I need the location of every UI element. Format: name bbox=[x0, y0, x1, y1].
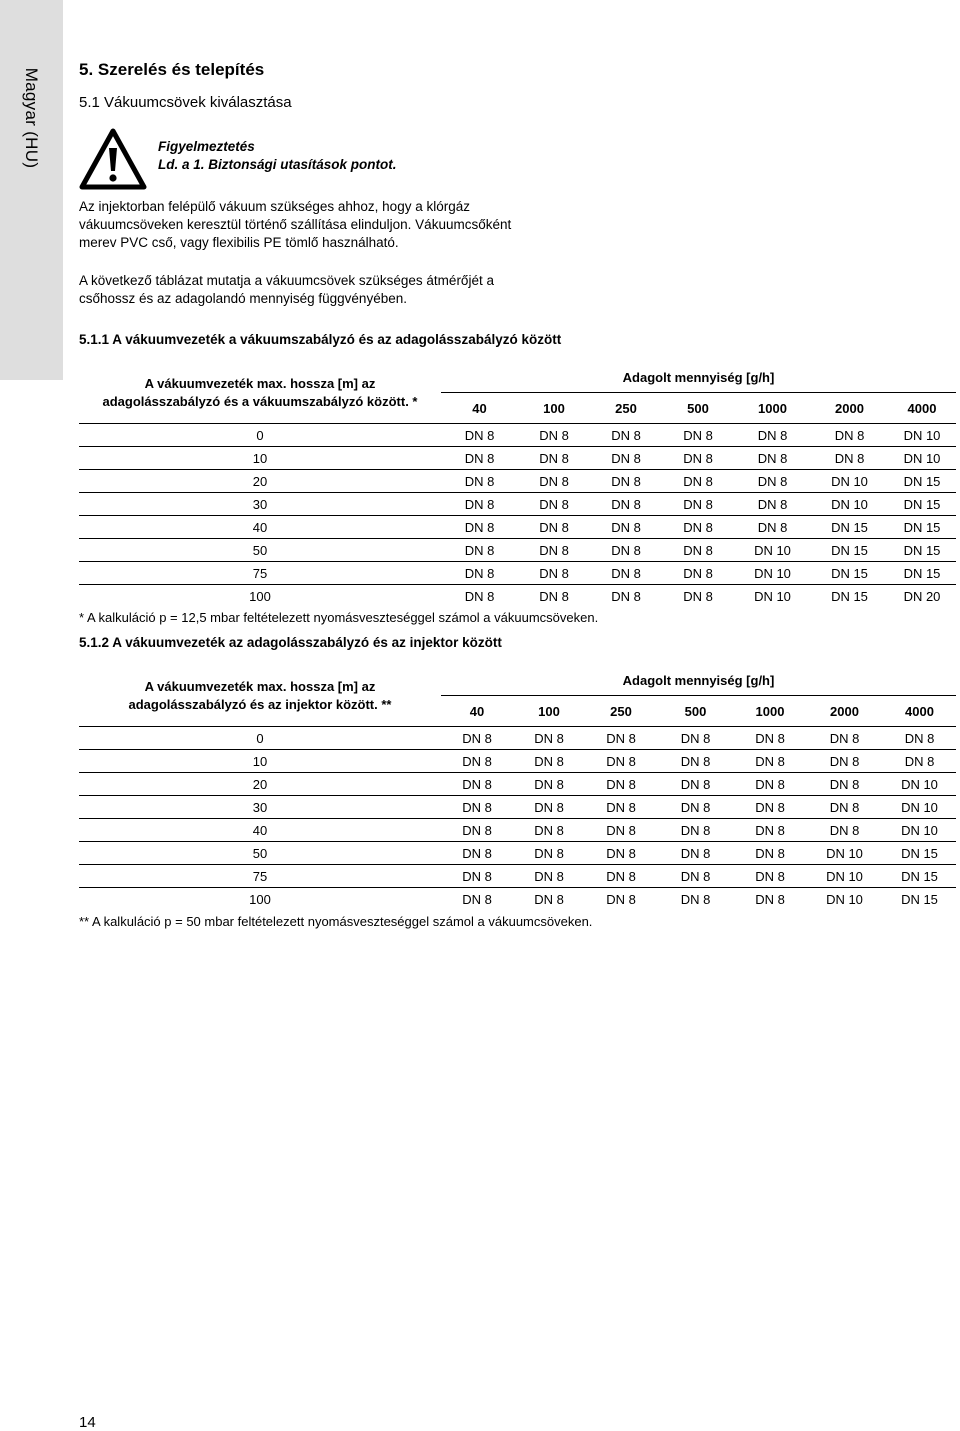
table-row bbox=[79, 447, 956, 470]
table-row bbox=[79, 727, 956, 750]
dose-column-header: 250 bbox=[590, 393, 662, 424]
diameter-cell: DN 8 bbox=[734, 727, 806, 750]
diameter-cell: DN 8 bbox=[657, 819, 734, 842]
chapter-heading: 5. Szerelés és telepítés bbox=[79, 60, 265, 79]
diameter-cell: DN 8 bbox=[590, 447, 662, 470]
diameter-cell: DN 8 bbox=[662, 516, 734, 539]
dose-column-header: 250 bbox=[585, 696, 657, 727]
diameter-cell: DN 8 bbox=[585, 773, 657, 796]
length-cell: 20 bbox=[79, 470, 441, 493]
dose-header: Adagolt mennyiség [g/h] bbox=[441, 665, 956, 696]
diameter-cell: DN 8 bbox=[585, 796, 657, 819]
diameter-cell: DN 10 bbox=[734, 585, 811, 608]
diameter-cell: DN 8 bbox=[441, 516, 518, 539]
length-cell: 40 bbox=[79, 819, 441, 842]
diameter-cell: DN 15 bbox=[888, 516, 956, 539]
dose-column-header: 500 bbox=[662, 393, 734, 424]
diameter-cell: DN 8 bbox=[657, 750, 734, 773]
table-row bbox=[79, 516, 956, 539]
diameter-cell: DN 8 bbox=[513, 773, 585, 796]
diameter-cell: DN 8 bbox=[441, 585, 518, 608]
diameter-cell: DN 8 bbox=[734, 516, 811, 539]
diameter-cell: DN 8 bbox=[590, 493, 662, 516]
diameter-cell: DN 15 bbox=[888, 470, 956, 493]
diameter-cell: DN 8 bbox=[441, 539, 518, 562]
dose-column-header: 2000 bbox=[806, 696, 883, 727]
length-cell: 0 bbox=[79, 424, 441, 447]
diameter-cell: DN 8 bbox=[518, 447, 590, 470]
table-intro-paragraph: A következő táblázat mutatja a vákuumcsövek szükséges átmérőjét a csőhossz és az adagolandó mennyiség függvényében. bbox=[79, 273, 494, 306]
table-row bbox=[79, 585, 956, 608]
diameter-cell: DN 15 bbox=[888, 539, 956, 562]
diameter-cell: DN 8 bbox=[441, 562, 518, 585]
diameter-cell: DN 8 bbox=[734, 888, 806, 911]
diameter-cell: DN 10 bbox=[883, 819, 956, 842]
length-cell: 100 bbox=[79, 888, 441, 911]
warning-box bbox=[79, 128, 679, 192]
diameter-cell: DN 8 bbox=[585, 819, 657, 842]
diameter-cell: DN 8 bbox=[734, 447, 811, 470]
diameter-cell: DN 8 bbox=[734, 796, 806, 819]
diameter-cell: DN 8 bbox=[590, 424, 662, 447]
diameter-cell: DN 8 bbox=[657, 796, 734, 819]
diameter-cell: DN 10 bbox=[806, 842, 883, 865]
diameter-cell: DN 10 bbox=[734, 562, 811, 585]
length-cell: 10 bbox=[79, 750, 441, 773]
table-row bbox=[79, 888, 956, 911]
warning-title: Figyelmeztetés bbox=[158, 139, 255, 154]
diameter-cell: DN 8 bbox=[590, 562, 662, 585]
diameter-cell: DN 8 bbox=[657, 727, 734, 750]
table-row bbox=[79, 773, 956, 796]
length-cell: 75 bbox=[79, 865, 441, 888]
length-cell: 50 bbox=[79, 842, 441, 865]
diameter-cell: DN 8 bbox=[441, 727, 513, 750]
diameter-cell: DN 8 bbox=[806, 819, 883, 842]
diameter-cell: DN 8 bbox=[811, 424, 888, 447]
dose-header: Adagolt mennyiség [g/h] bbox=[441, 362, 956, 393]
diameter-cell: DN 15 bbox=[811, 516, 888, 539]
length-cell: 30 bbox=[79, 493, 441, 516]
diameter-cell: DN 8 bbox=[590, 539, 662, 562]
length-cell: 20 bbox=[79, 773, 441, 796]
diameter-cell: DN 8 bbox=[513, 727, 585, 750]
diameter-cell: DN 8 bbox=[590, 470, 662, 493]
diameter-cell: DN 8 bbox=[811, 447, 888, 470]
diameter-cell: DN 8 bbox=[513, 796, 585, 819]
diameter-cell: DN 8 bbox=[513, 750, 585, 773]
diameter-cell: DN 15 bbox=[888, 562, 956, 585]
table2-title: 5.1.2 A vákuumvezeték az adagolásszabályzó és az injektor között bbox=[79, 635, 502, 650]
table-row bbox=[79, 865, 956, 888]
diameter-cell: DN 8 bbox=[662, 447, 734, 470]
diameter-cell: DN 8 bbox=[734, 773, 806, 796]
diameter-cell: DN 8 bbox=[518, 539, 590, 562]
language-side-tab bbox=[0, 0, 63, 380]
dose-column-header: 4000 bbox=[888, 393, 956, 424]
diameter-cell: DN 8 bbox=[518, 562, 590, 585]
diameter-cell: DN 8 bbox=[585, 750, 657, 773]
diameter-cell: DN 8 bbox=[441, 424, 518, 447]
length-header: A vákuumvezeték max. hossza [m] az adagolásszabályzó és a vákuumszabályzó között. * bbox=[102, 375, 418, 409]
diameter-cell: DN 10 bbox=[806, 865, 883, 888]
diameter-cell: DN 8 bbox=[657, 865, 734, 888]
diameter-cell: DN 10 bbox=[883, 796, 956, 819]
section-heading: 5.1 Vákuumcsövek kiválasztása bbox=[79, 94, 292, 111]
diameter-cell: DN 20 bbox=[888, 585, 956, 608]
diameter-cell: DN 10 bbox=[806, 888, 883, 911]
diameter-cell: DN 8 bbox=[518, 424, 590, 447]
dose-column-header: 40 bbox=[441, 393, 518, 424]
diameter-cell: DN 8 bbox=[806, 727, 883, 750]
diameter-cell: DN 8 bbox=[518, 516, 590, 539]
diameter-cell: DN 8 bbox=[662, 493, 734, 516]
table-row bbox=[79, 842, 956, 865]
warning-triangle-icon bbox=[79, 128, 147, 190]
length-cell: 100 bbox=[79, 585, 441, 608]
diameter-cell: DN 8 bbox=[441, 888, 513, 911]
diameter-cell: DN 8 bbox=[513, 865, 585, 888]
table-row bbox=[79, 750, 956, 773]
table-row bbox=[79, 819, 956, 842]
table-row bbox=[79, 796, 956, 819]
length-header: A vákuumvezeték max. hossza [m] az adagolásszabályzó és az injektor között. ** bbox=[128, 678, 392, 712]
diameter-cell: DN 15 bbox=[811, 539, 888, 562]
length-cell: 75 bbox=[79, 562, 441, 585]
dose-column-header: 1000 bbox=[734, 696, 806, 727]
warning-text: Ld. a 1. Biztonsági utasítások pontot. bbox=[158, 157, 397, 172]
table-row bbox=[79, 562, 956, 585]
diameter-cell: DN 8 bbox=[585, 865, 657, 888]
diameter-cell: DN 8 bbox=[734, 750, 806, 773]
diameter-cell: DN 8 bbox=[883, 727, 956, 750]
diameter-cell: DN 8 bbox=[441, 470, 518, 493]
diameter-cell: DN 8 bbox=[441, 796, 513, 819]
diameter-cell: DN 8 bbox=[662, 585, 734, 608]
dose-column-header: 4000 bbox=[883, 696, 956, 727]
table2-vacuum-line bbox=[79, 665, 956, 910]
dose-column-header: 40 bbox=[441, 696, 513, 727]
table2-footnote: ** A kalkuláció p = 50 mbar feltételezett nyomásveszteséggel számol a vákuumcsöveken. bbox=[79, 914, 593, 929]
language-label: Magyar (HU) bbox=[22, 67, 41, 169]
diameter-cell: DN 8 bbox=[513, 842, 585, 865]
dose-column-header: 100 bbox=[518, 393, 590, 424]
diameter-cell: DN 15 bbox=[888, 493, 956, 516]
dose-column-header: 100 bbox=[513, 696, 585, 727]
diameter-cell: DN 8 bbox=[806, 750, 883, 773]
diameter-cell: DN 8 bbox=[734, 424, 811, 447]
diameter-cell: DN 8 bbox=[441, 842, 513, 865]
length-cell: 10 bbox=[79, 447, 441, 470]
diameter-cell: DN 10 bbox=[888, 424, 956, 447]
diameter-cell: DN 8 bbox=[806, 796, 883, 819]
length-cell: 30 bbox=[79, 796, 441, 819]
diameter-cell: DN 10 bbox=[811, 470, 888, 493]
diameter-cell: DN 10 bbox=[734, 539, 811, 562]
diameter-cell: DN 8 bbox=[441, 773, 513, 796]
diameter-cell: DN 8 bbox=[518, 493, 590, 516]
intro-paragraph: Az injektorban felépülő vákuum szükséges ahhoz, hogy a klórgáz vákuumcsöveken keresztül történő szállítása elinduljon. Vákuumcsőként merev PVC cső, vagy flexibilis PE tömlő használható. bbox=[79, 199, 512, 250]
diameter-cell: DN 8 bbox=[883, 750, 956, 773]
diameter-cell: DN 8 bbox=[657, 773, 734, 796]
diameter-cell: DN 8 bbox=[734, 819, 806, 842]
diameter-cell: DN 8 bbox=[734, 842, 806, 865]
diameter-cell: DN 8 bbox=[806, 773, 883, 796]
length-cell: 50 bbox=[79, 539, 441, 562]
table1-vacuum-line bbox=[79, 362, 956, 607]
dose-column-header: 500 bbox=[657, 696, 734, 727]
diameter-cell: DN 10 bbox=[883, 773, 956, 796]
diameter-cell: DN 15 bbox=[883, 842, 956, 865]
page-number: 14 bbox=[79, 1414, 96, 1431]
diameter-cell: DN 8 bbox=[734, 865, 806, 888]
diameter-cell: DN 15 bbox=[883, 865, 956, 888]
diameter-cell: DN 8 bbox=[585, 842, 657, 865]
diameter-cell: DN 8 bbox=[585, 727, 657, 750]
dose-column-header: 1000 bbox=[734, 393, 811, 424]
diameter-cell: DN 8 bbox=[734, 493, 811, 516]
diameter-cell: DN 8 bbox=[441, 750, 513, 773]
diameter-cell: DN 8 bbox=[657, 842, 734, 865]
table-row bbox=[79, 539, 956, 562]
diameter-cell: DN 8 bbox=[518, 470, 590, 493]
diameter-cell: DN 8 bbox=[657, 888, 734, 911]
table1-title: 5.1.1 A vákuumvezeték a vákuumszabályzó és az adagolásszabályzó között bbox=[79, 332, 562, 347]
length-cell: 0 bbox=[79, 727, 441, 750]
diameter-cell: DN 8 bbox=[585, 888, 657, 911]
table1-footnote: * A kalkuláció p = 12,5 mbar feltételezett nyomásveszteséggel számol a vákuumcsöveken. bbox=[79, 610, 599, 625]
diameter-cell: DN 8 bbox=[513, 819, 585, 842]
table-row bbox=[79, 493, 956, 516]
diameter-cell: DN 10 bbox=[811, 493, 888, 516]
diameter-cell: DN 8 bbox=[441, 493, 518, 516]
length-cell: 40 bbox=[79, 516, 441, 539]
diameter-cell: DN 10 bbox=[888, 447, 956, 470]
table-row bbox=[79, 424, 956, 447]
diameter-cell: DN 8 bbox=[662, 539, 734, 562]
diameter-cell: DN 8 bbox=[662, 470, 734, 493]
diameter-cell: DN 8 bbox=[590, 585, 662, 608]
dose-column-header: 2000 bbox=[811, 393, 888, 424]
diameter-cell: DN 15 bbox=[811, 562, 888, 585]
diameter-cell: DN 15 bbox=[883, 888, 956, 911]
diameter-cell: DN 8 bbox=[441, 819, 513, 842]
diameter-cell: DN 15 bbox=[811, 585, 888, 608]
diameter-cell: DN 8 bbox=[441, 447, 518, 470]
table-row bbox=[79, 470, 956, 493]
diameter-cell: DN 8 bbox=[734, 470, 811, 493]
diameter-cell: DN 8 bbox=[590, 516, 662, 539]
diameter-cell: DN 8 bbox=[518, 585, 590, 608]
diameter-cell: DN 8 bbox=[513, 888, 585, 911]
diameter-cell: DN 8 bbox=[662, 424, 734, 447]
diameter-cell: DN 8 bbox=[441, 865, 513, 888]
diameter-cell: DN 8 bbox=[662, 562, 734, 585]
